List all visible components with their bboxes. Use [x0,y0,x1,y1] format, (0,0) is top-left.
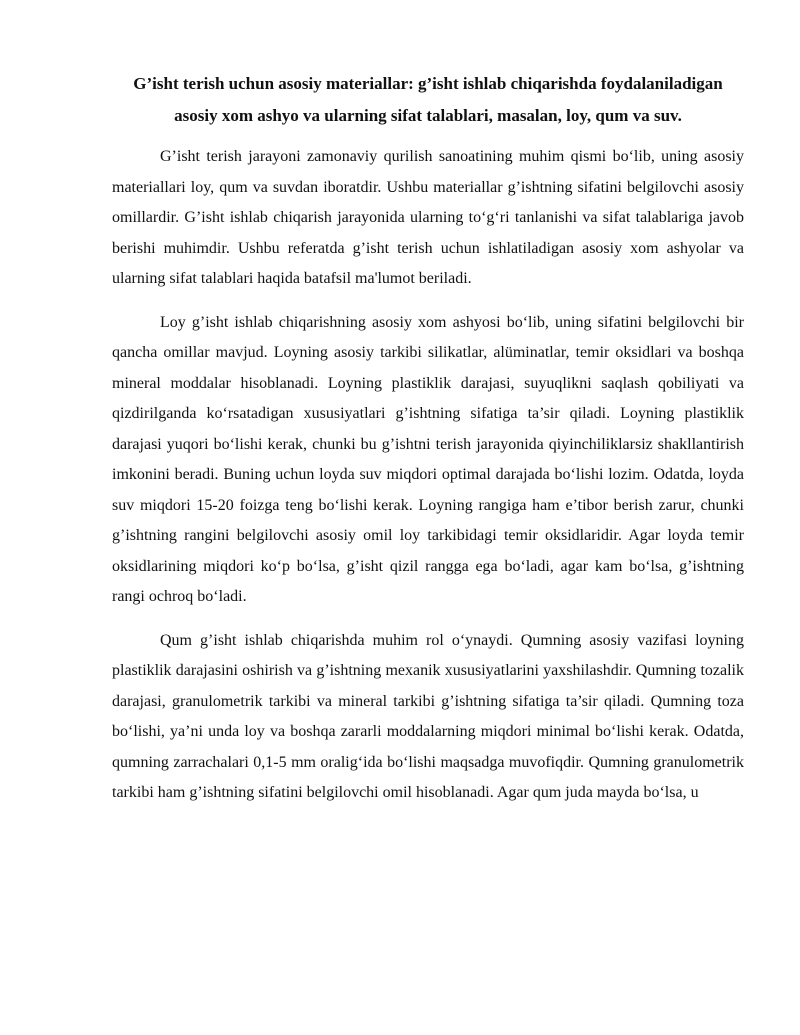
document-title: G’isht terish uchun asosiy materiallar: g’isht ishlab chiqarishda foydalaniladigan asosiy xom ashyo va ularning sifat talablari, masalan, loy, qum va suv. [133,74,723,125]
document-body [112,68,744,822]
paragraph-intro: G’isht terish jarayoni zamonaviy qurilish sanoatining muhim qismi bo‘lib, uning asosiy materiallari loy, qum va suvdan iboratdir. Ushbu materiallar g’ishtning sifatini belgilovchi asosiy omillardir. G’isht ishlab chiqarish jarayonida ularning to‘g‘ri tanlanishi va sifat talablariga javob berishi muhimdir. Ushbu referatda g’isht terish uchun ishlatiladigan asosiy xom ashyolar va ularning sifat talablari haqida batafsil ma'lumot beriladi. [112,148,744,287]
paragraph-sand: Qum g’isht ishlab chiqarishda muhim rol o‘ynaydi. Qumning asosiy vazifasi loyning plastiklik darajasini oshirish va g’ishtning mexanik xususiyatlarini yaxshilashdir. Qumning tozalik darajasi, granulometrik tarkibi va mineral tarkibi g’ishtning sifatiga ta’sir qiladi. Qumning toza bo‘lishi, ya’ni unda loy va boshqa zararli moddalarning miqdori minimal bo‘lishi kerak. Odatda, qumning zarrachalari 0,1-5 mm oralig‘ida bo‘lishi maqsadga muvofiqdir. Qumning granulometrik tarkibi ham g’ishtning sifatini belgilovchi omil hisoblanadi. Agar qum juda mayda bo‘lsa, u [112,631,744,801]
paragraph-clay: Loy g’isht ishlab chiqarishning asosiy xom ashyosi bo‘lib, uning sifatini belgilovchi bir qancha omillar mavjud. Loyning asosiy tarkibi silikatlar, alüminatlar, temir oksidlari va boshqa mineral moddalar hisoblanadi. Loyning plastiklik darajasi, suyuqlikni saqlash qobiliyati va qizdirilganda ko‘rsatadigan xususiyatlari g’ishtning sifatiga ta’sir qiladi. Loyning plastiklik darajasi yuqori bo‘lishi kerak, chunki bu g’ishtni terish jarayonida qiyinchiliklarsiz shakllantirish imkonini beradi. Buning uchun loyda suv miqdori optimal darajada bo‘lishi lozim. Odatda, loyda suv miqdori 15-20 foizga teng bo‘lishi kerak. Loyning rangiga ham e’tibor berish zarur, chunki g’ishtning rangini belgilovchi asosiy omil loy tarkibidagi temir oksidlaridir. Agar loyda temir oksidlarining miqdori ko‘p bo‘lsa, g’isht qizil rangga ega bo‘ladi, agar kam bo‘lsa, g’ishtning rangi ochroq bo‘ladi. [112,313,744,605]
